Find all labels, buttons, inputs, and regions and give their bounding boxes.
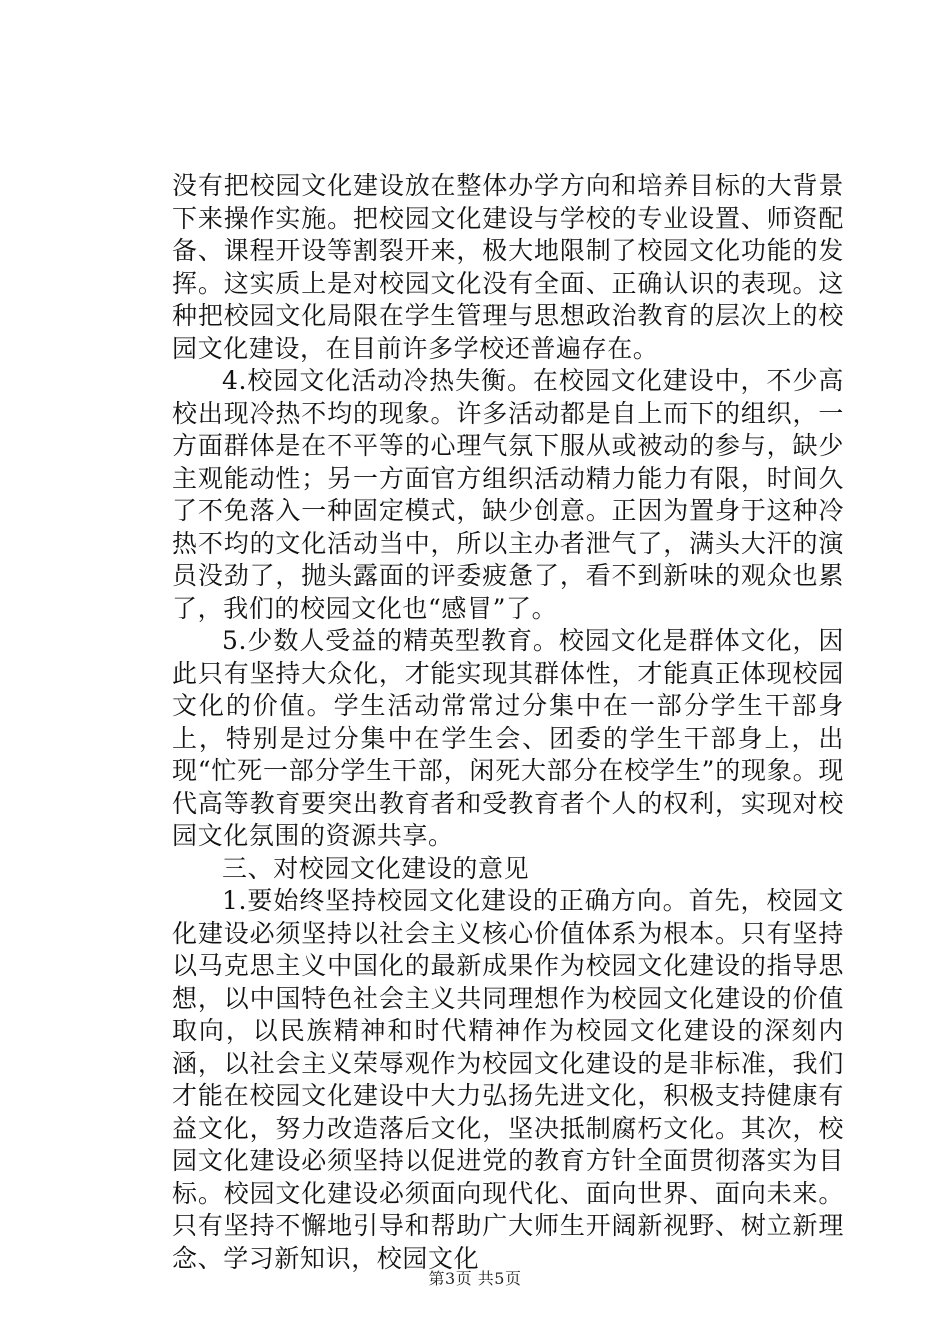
- page-number-footer: 第3页 共5页: [428, 1269, 522, 1288]
- document-body: [172, 170, 844, 1275]
- paragraph-item-5: 5.少数人受益的精英型教育。校园文化是群体文化，因此只有坚持大众化，才能实现其群体性，才能真正体现校园文化的价值。学生活动常常过分集中在一部分学生干部身上，特别是过分集中在学生会、团委的学生干部身上，出现“忙死一部分学生干部，闲死大部分在校学生”的现象。现代高等教育要突出教育者和受教育者个人的权利，实现对校园文化氛围的资源共享。: [172, 626, 844, 850]
- paragraph-item-1: 1.要始终坚持校园文化建设的正确方向。首先，校园文化建设必须坚持以社会主义核心价值体系为根本。只有坚持以马克思主义中国化的最新成果作为校园文化建设的指导思想，以中国特色社会主义共同理想作为校园文化建设的价值取向，以民族精神和时代精神作为校园文化建设的深刻内涵，以社会主义荣辱观作为校园文化建设的是非标准，我们才能在校园文化建设中大力弘扬先进文化，积极支持健康有益文化，努力改造落后文化，坚决抵制腐朽文化。其次，校园文化建设必须坚持以促进党的教育方针全面贯彻落实为目标。校园文化建设必须面向现代化、面向世界、面向未来。只有坚持不懈地引导和帮助广大师生开阔新视野、树立新理念、学习新知识，校园文化: [172, 886, 844, 1273]
- paragraph-item-4: 4.校园文化活动冷热失衡。在校园文化建设中，不少高校出现冷热不均的现象。许多活动都是自上而下的组织，一方面群体是在不平等的心理气氛下服从或被动的参与，缺少主观能动性；另一方面官方组织活动精力能力有限，时间久了不免落入一种固定模式，缺少创意。正因为置身于这种冷热不均的文化活动当中，所以主办者泄气了，满头大汗的演员没劲了，抛头露面的评委疲惫了，看不到新味的观众也累了，我们的校园文化也“感冒”了。: [172, 366, 844, 623]
- section-heading-3: 三、对校园文化建设的意见: [222, 853, 530, 883]
- paragraph-continuation: 没有把校园文化建设放在整体办学方向和培养目标的大背景下来操作实施。把校园文化建设与学校的专业设置、师资配备、课程开设等割裂开来，极大地限制了校园文化功能的发挥。这实质上是对校园文化没有全面、正确认识的表现。这种把校园文化局限在学生管理与思想政治教育的层次上的校园文化建设，在目前许多学校还普遍存在。: [172, 171, 844, 363]
